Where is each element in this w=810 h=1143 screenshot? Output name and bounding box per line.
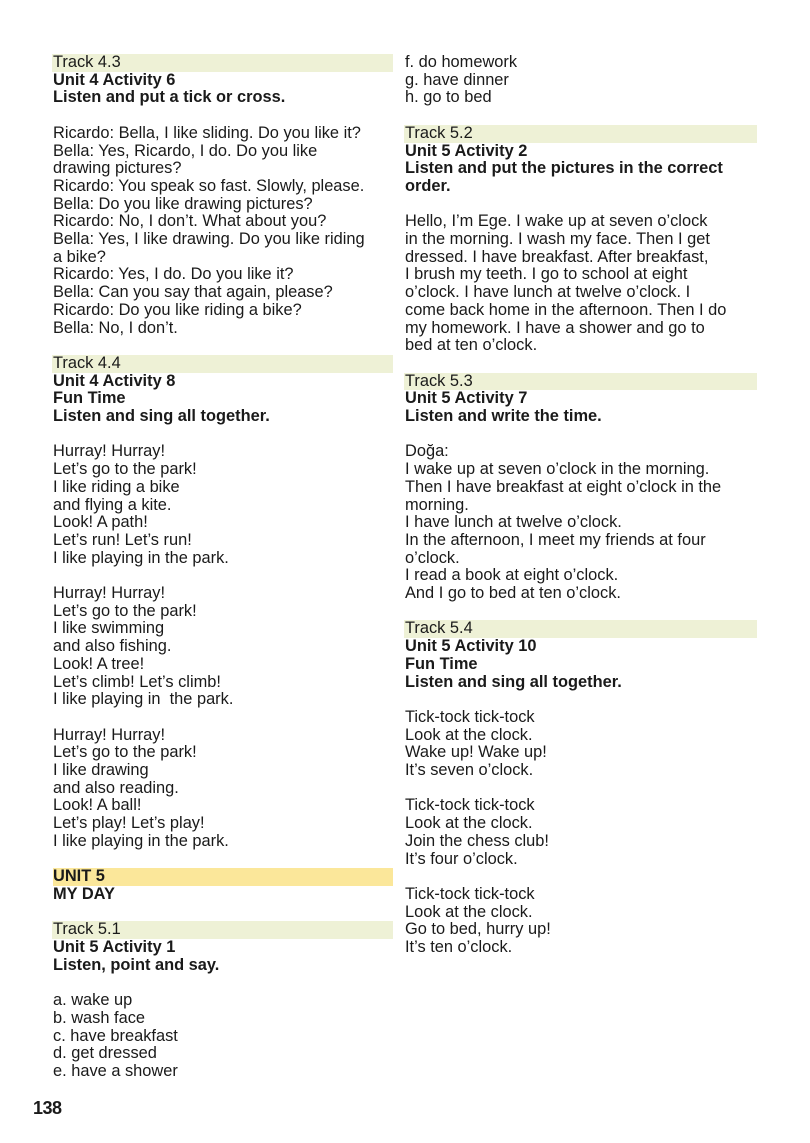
subtitle-heading: Fun Time bbox=[53, 389, 126, 408]
section-track-4-4 bbox=[53, 355, 393, 851]
dialogue-line: a bike? bbox=[53, 247, 106, 266]
page-number: 138 bbox=[33, 1098, 62, 1118]
song-line: Hurray! Hurray! bbox=[53, 584, 166, 603]
passage-line: I read a book at eight o’clock. bbox=[405, 566, 619, 585]
right-column bbox=[405, 54, 757, 957]
vocabulary-list-continued bbox=[405, 54, 757, 107]
song-line: Look at the clock. bbox=[405, 814, 533, 833]
song-line: Wake up! Wake up! bbox=[405, 743, 547, 762]
song-line: I like playing in the park. bbox=[53, 548, 229, 567]
song-verse bbox=[53, 443, 393, 567]
song-verse bbox=[405, 797, 757, 868]
passage-line: morning. bbox=[405, 495, 469, 514]
section-track-5-3 bbox=[405, 373, 757, 603]
dialogue-block bbox=[53, 125, 393, 337]
song-line: Look! A ball! bbox=[53, 796, 142, 815]
section-track-5-4 bbox=[405, 620, 757, 956]
section-track-4-3 bbox=[53, 54, 393, 337]
activity-heading: Unit 4 Activity 6 bbox=[53, 70, 176, 89]
dialogue-line: Ricardo: Yes, I do. Do you like it? bbox=[53, 265, 294, 284]
subtitle-heading: Fun Time bbox=[405, 654, 478, 673]
song-line: and also fishing. bbox=[53, 637, 172, 656]
dialogue-line: Ricardo: You speak so fast. Slowly, please. bbox=[53, 176, 365, 195]
passage-line: o’clock. bbox=[405, 548, 460, 567]
track-heading: Track 4.4 bbox=[52, 355, 393, 373]
song-line: Let’s climb! Let’s climb! bbox=[53, 672, 221, 691]
track-heading: Track 5.2 bbox=[404, 125, 757, 143]
dialogue-line: Ricardo: Do you like riding a bike? bbox=[53, 300, 302, 319]
passage-line: Doğa: bbox=[405, 442, 449, 461]
passage-line: I have lunch at twelve o’clock. bbox=[405, 513, 622, 532]
section-track-5-1 bbox=[53, 921, 393, 1080]
passage-line: Hello, I’m Ege. I wake up at seven o’clock bbox=[405, 212, 708, 231]
song-line: and flying a kite. bbox=[53, 495, 172, 514]
song-line: Let’s run! Let’s run! bbox=[53, 530, 192, 549]
instruction-heading: Listen, point and say. bbox=[53, 955, 220, 974]
dialogue-line: Bella: No, I don’t. bbox=[53, 318, 178, 337]
passage-line: in the morning. I wash my face. Then I get bbox=[405, 230, 710, 248]
passage-line: I wake up at seven o’clock in the morning. bbox=[405, 460, 710, 479]
activity-heading: Unit 5 Activity 2 bbox=[405, 141, 528, 160]
song-line: I like swimming bbox=[53, 619, 165, 638]
list-item: a. wake up bbox=[53, 991, 133, 1010]
left-column bbox=[53, 54, 393, 1081]
song-line: Go to bed, hurry up! bbox=[405, 920, 551, 939]
song-line: Look! A path! bbox=[53, 513, 148, 532]
instruction-heading: Listen and put the pictures in the correct bbox=[405, 159, 723, 178]
song-line: and also reading. bbox=[53, 778, 179, 797]
track-heading: Track 5.3 bbox=[404, 373, 757, 391]
song-line: I like playing in the park. bbox=[53, 831, 229, 850]
section-track-5-2 bbox=[405, 125, 757, 355]
song-line: Hurray! Hurray! bbox=[53, 725, 166, 744]
list-item: c. have breakfast bbox=[53, 1026, 178, 1045]
song-line: Tick-tock tick-tock bbox=[405, 884, 535, 903]
song-verse bbox=[53, 585, 393, 709]
instruction-heading: Listen and sing all together. bbox=[53, 407, 270, 426]
song-line: Look at the clock. bbox=[405, 725, 533, 744]
song-line: I like drawing bbox=[53, 761, 149, 780]
passage-line: Then I have breakfast at eight o’clock in the bbox=[405, 477, 722, 496]
track-heading: Track 4.3 bbox=[52, 54, 393, 72]
list-item: b. wash face bbox=[53, 1008, 146, 1027]
instruction-heading: Listen and write the time. bbox=[405, 407, 602, 426]
list-item: g. have dinner bbox=[405, 70, 509, 89]
passage-line: In the afternoon, I meet my friends at four bbox=[405, 530, 706, 549]
song-line: Look! A tree! bbox=[53, 654, 145, 673]
song-line: Let’s play! Let’s play! bbox=[53, 814, 205, 833]
list-item: h. go to bed bbox=[405, 88, 492, 107]
instruction-heading: Listen and put a tick or cross. bbox=[53, 88, 286, 107]
unit-label: UNIT 5 bbox=[53, 868, 393, 886]
dialogue-line: Ricardo: Bella, I like sliding. Do you like it? bbox=[53, 123, 361, 142]
song-verse bbox=[405, 886, 757, 957]
song-line: Look at the clock. bbox=[405, 902, 533, 921]
list-item: d. get dressed bbox=[53, 1044, 157, 1063]
song-line: Let’s go to the park! bbox=[53, 743, 197, 762]
activity-heading: Unit 4 Activity 8 bbox=[53, 371, 176, 390]
song-line: It’s seven o’clock. bbox=[405, 761, 534, 780]
dialogue-line: Bella: Can you say that again, please? bbox=[53, 283, 333, 302]
dialogue-line: Ricardo: No, I don’t. What about you? bbox=[53, 212, 327, 231]
song-line: Tick-tock tick-tock bbox=[405, 707, 535, 726]
activity-heading: Unit 5 Activity 10 bbox=[405, 637, 537, 656]
instruction-heading: Listen and sing all together. bbox=[405, 672, 622, 691]
dialogue-line: Bella: Yes, Ricardo, I do. Do you like bbox=[53, 141, 318, 160]
passage-line: I brush my teeth. I go to school at eight bbox=[405, 265, 688, 284]
unit-heading-block bbox=[53, 868, 393, 903]
track-heading: Track 5.4 bbox=[404, 620, 757, 638]
passage-block bbox=[405, 213, 757, 355]
song-line: Tick-tock tick-tock bbox=[405, 796, 535, 815]
activity-heading: Unit 5 Activity 7 bbox=[405, 389, 528, 408]
song-line: Let’s go to the park! bbox=[53, 601, 197, 620]
song-line: Let’s go to the park! bbox=[53, 460, 197, 479]
passage-line: o’clock. I have lunch at twelve o’clock. I bbox=[405, 283, 691, 302]
track-heading: Track 5.1 bbox=[52, 921, 393, 939]
song-line: It’s ten o’clock. bbox=[405, 938, 513, 957]
passage-block bbox=[405, 443, 757, 602]
activity-heading: Unit 5 Activity 1 bbox=[53, 938, 176, 957]
passage-line: my homework. I have a shower and go to bbox=[405, 318, 705, 337]
list-item: e. have a shower bbox=[53, 1061, 178, 1080]
passage-line: come back home in the afternoon. Then I do bbox=[405, 300, 727, 319]
unit-title: MY DAY bbox=[53, 884, 115, 903]
list-item: f. do homework bbox=[405, 53, 518, 71]
song-line: I like riding a bike bbox=[53, 477, 180, 496]
instruction-heading-continued: order. bbox=[405, 176, 451, 195]
song-verse bbox=[53, 727, 393, 851]
vocabulary-list bbox=[53, 992, 393, 1081]
song-verse bbox=[405, 709, 757, 780]
song-line: Hurray! Hurray! bbox=[53, 442, 166, 461]
passage-line: bed at ten o’clock. bbox=[405, 336, 538, 355]
passage-line: dressed. I have breakfast. After breakfast, bbox=[405, 247, 709, 266]
song-line: It’s four o’clock. bbox=[405, 849, 518, 868]
dialogue-line: Bella: Yes, I like drawing. Do you like riding bbox=[53, 230, 365, 249]
song-line: I like playing in the park. bbox=[53, 690, 234, 709]
dialogue-line: Bella: Do you like drawing pictures? bbox=[53, 194, 313, 213]
dialogue-line: drawing pictures? bbox=[53, 159, 182, 178]
passage-line: And I go to bed at ten o’clock. bbox=[405, 584, 621, 603]
song-line: Join the chess club! bbox=[405, 831, 549, 850]
